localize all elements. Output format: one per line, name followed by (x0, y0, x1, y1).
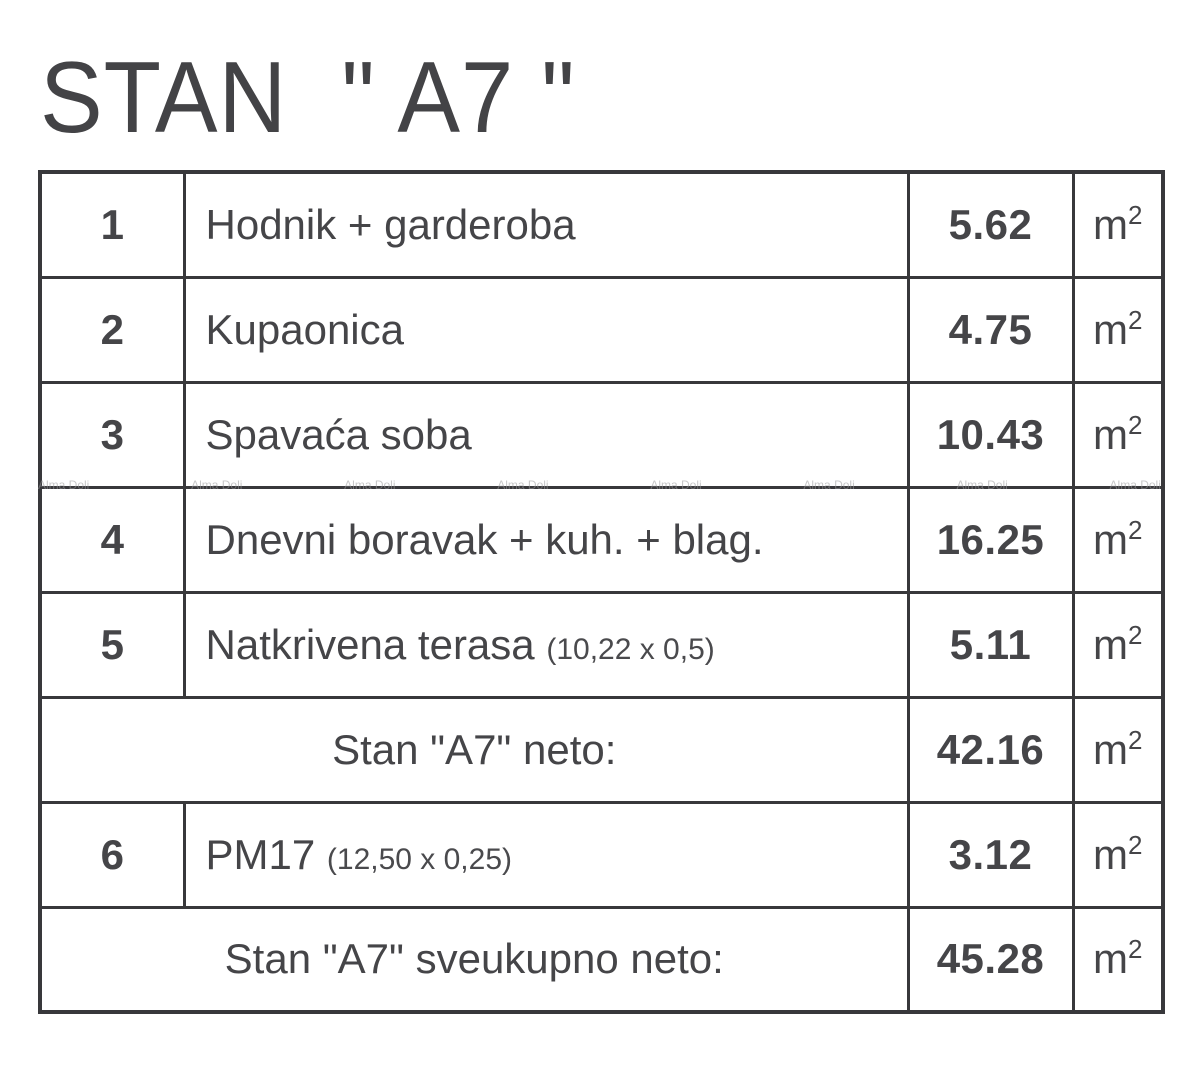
table-row (40, 172, 1163, 277)
total-label: Stan "A7" sveukupno neto: (40, 907, 908, 1012)
watermark-text: Alma Doli (956, 478, 1008, 492)
area-value: 5.11 (908, 592, 1073, 697)
watermark-text: Alma Doli (803, 478, 855, 492)
row-number: 2 (40, 277, 184, 382)
unit-base: m (1093, 305, 1129, 353)
watermark-text: Alma Doli (344, 478, 396, 492)
room-name (184, 487, 908, 592)
watermark-text: Alma Doli (650, 478, 702, 492)
unit-exponent: 2 (1128, 934, 1143, 965)
table-row-total (40, 907, 1163, 1012)
unit-exponent: 2 (1128, 619, 1143, 650)
area-unit (1073, 382, 1163, 487)
room-name-text: Hodnik + garderoba (205, 200, 576, 248)
row-number: 1 (40, 172, 184, 277)
subtotal-value: 42.16 (908, 697, 1073, 802)
room-name-text: PM17 (205, 830, 327, 878)
unit-base: m (1093, 725, 1129, 773)
page-title: STAN " A7 " (40, 42, 576, 154)
area-value: 4.75 (908, 277, 1073, 382)
area-value: 10.43 (908, 382, 1073, 487)
unit-base: m (1093, 935, 1129, 983)
room-dimensions-note: (10,22 x 0,5) (546, 632, 715, 666)
unit-base: m (1093, 830, 1129, 878)
watermark-text: Alma Doli (191, 478, 243, 492)
area-unit (1073, 907, 1163, 1012)
subtotal-label: Stan "A7" neto: (40, 697, 908, 802)
area-unit (1073, 697, 1163, 802)
unit-exponent: 2 (1128, 514, 1143, 545)
table-row (40, 802, 1163, 907)
table-row (40, 382, 1163, 487)
table-row (40, 592, 1163, 697)
room-name (184, 277, 908, 382)
room-name (184, 802, 908, 907)
area-unit (1073, 592, 1163, 697)
area-unit (1073, 172, 1163, 277)
unit-exponent: 2 (1128, 304, 1143, 335)
row-number: 5 (40, 592, 184, 697)
room-name-text: Spavaća soba (205, 410, 472, 458)
room-name-text: Natkrivena terasa (205, 620, 547, 668)
room-dimensions-note: (12,50 x 0,25) (326, 842, 513, 876)
unit-base: m (1093, 620, 1129, 668)
area-table (38, 170, 1165, 1014)
watermark-text: Alma Doli (38, 478, 90, 492)
row-number: 6 (40, 802, 184, 907)
area-value: 3.12 (908, 802, 1073, 907)
unit-base: m (1093, 200, 1129, 248)
unit-exponent: 2 (1128, 724, 1143, 755)
room-name (184, 172, 908, 277)
area-unit (1073, 277, 1163, 382)
unit-exponent: 2 (1128, 199, 1143, 230)
room-name (184, 592, 908, 697)
watermark-text: Alma Doli (497, 478, 549, 492)
area-unit (1073, 802, 1163, 907)
room-name-text: Dnevni boravak + kuh. + blag. (205, 515, 764, 563)
area-unit (1073, 487, 1163, 592)
room-name-text: Kupaonica (205, 305, 404, 353)
unit-exponent: 2 (1128, 409, 1143, 440)
table-row (40, 277, 1163, 382)
room-name (184, 382, 908, 487)
unit-base: m (1093, 515, 1129, 563)
table-row (40, 487, 1163, 592)
area-value: 5.62 (908, 172, 1073, 277)
total-value: 45.28 (908, 907, 1073, 1012)
area-value: 16.25 (908, 487, 1073, 592)
unit-exponent: 2 (1128, 829, 1143, 860)
watermark-text: Alma Doli (1109, 478, 1161, 492)
table-row-subtotal (40, 697, 1163, 802)
unit-base: m (1093, 410, 1129, 458)
row-number: 3 (40, 382, 184, 487)
row-number: 4 (40, 487, 184, 592)
